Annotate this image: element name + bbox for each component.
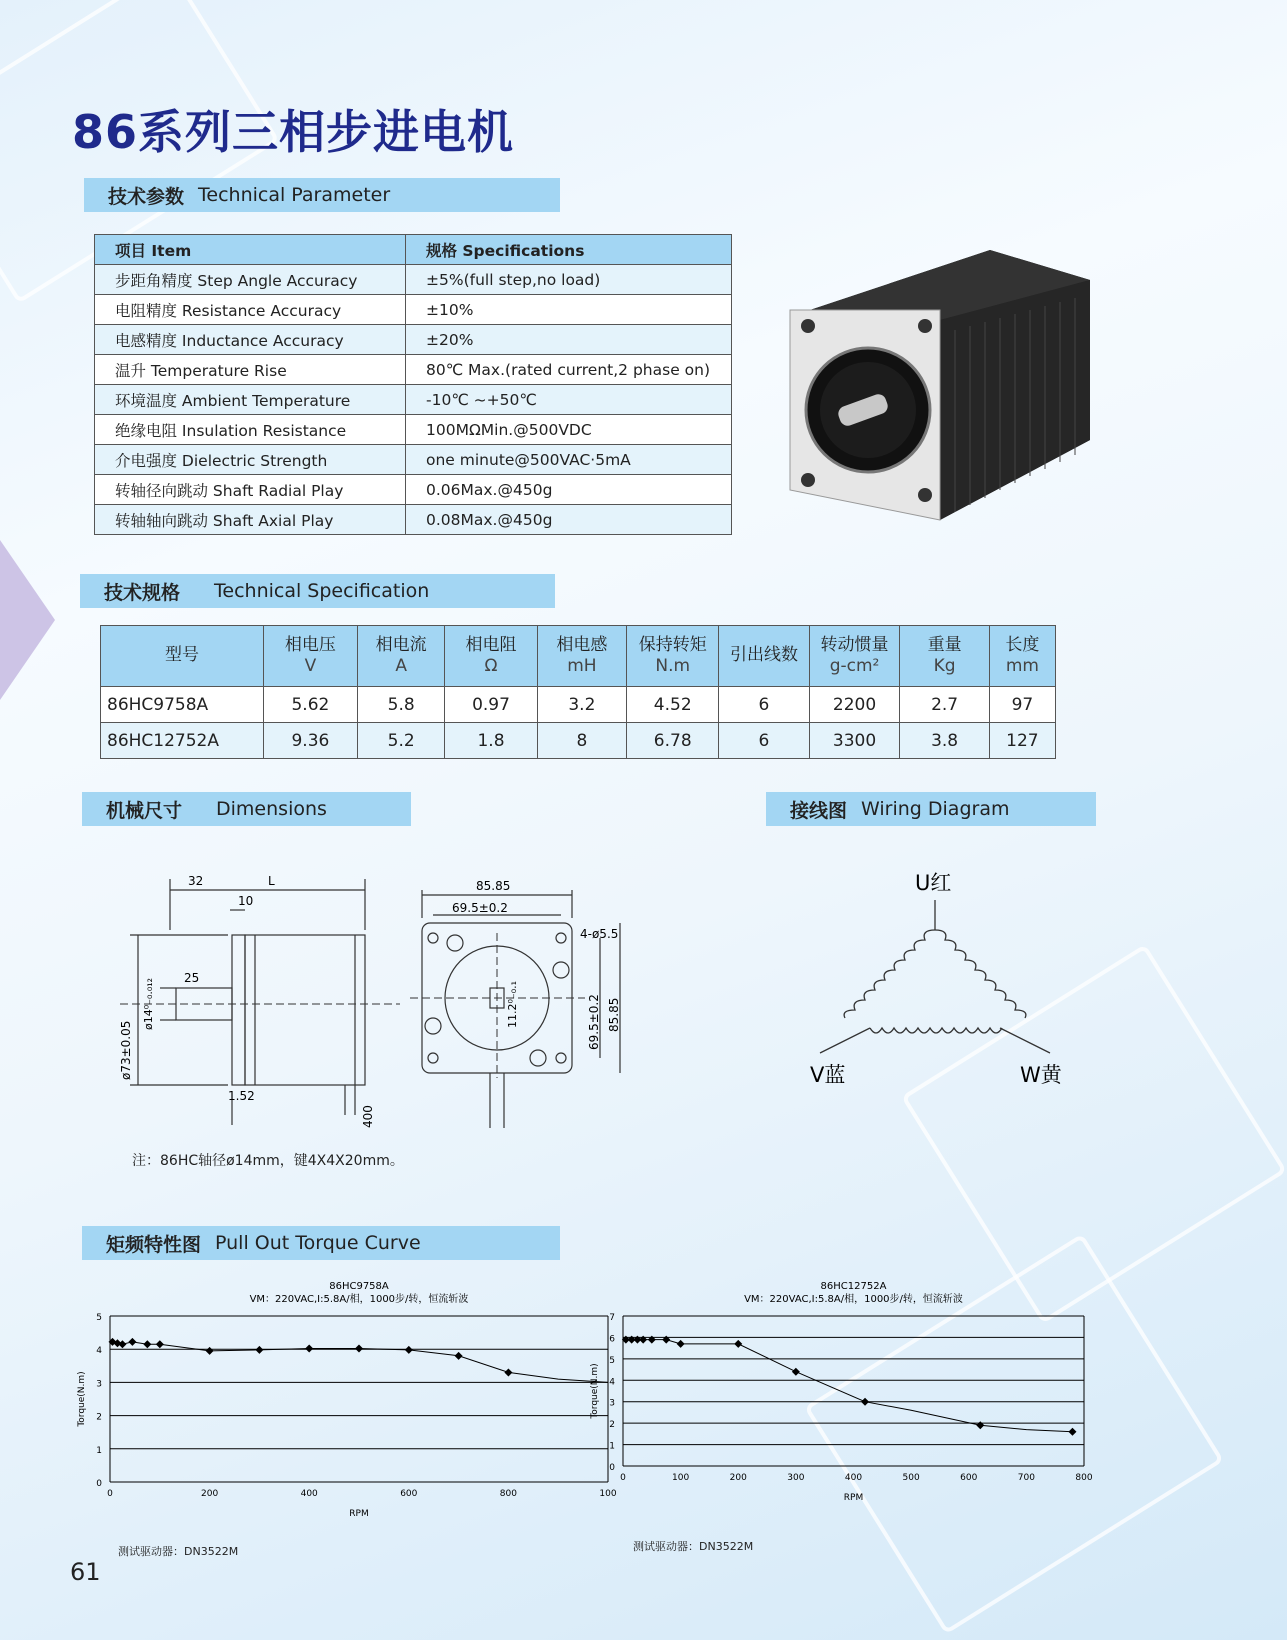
param-spec-cell: 0.08Max.@450g <box>406 505 732 535</box>
table-row <box>101 687 1056 723</box>
y-tick-label: 3 <box>609 1398 615 1409</box>
x-tick-label: 300 <box>787 1473 805 1483</box>
series-line <box>626 1340 1073 1432</box>
y-tick-label: 1 <box>96 1445 102 1456</box>
header-unit: mH <box>567 656 597 676</box>
data-point <box>255 1346 263 1354</box>
header-cn: 型号 <box>164 645 199 666</box>
page-title: 86系列三相步进电机 <box>72 105 515 159</box>
value-cell: 6.78 <box>627 723 719 759</box>
header-cell <box>900 626 989 687</box>
table-row <box>95 355 732 385</box>
section-en: Wiring Diagram <box>861 798 1010 820</box>
wire-v-label: V蓝 <box>810 1063 846 1087</box>
header-cn: 相电压 <box>284 634 336 655</box>
x-axis-label: RPM <box>349 1509 369 1519</box>
param-item-cell: 环境温度 Ambient Temperature <box>95 385 406 415</box>
param-table <box>94 234 732 535</box>
value-cell: 2200 <box>809 687 900 723</box>
value-cell: 127 <box>989 723 1055 759</box>
x-tick-label: 100 <box>599 1489 617 1499</box>
y-axis-label: Torque(N.m) <box>590 1363 600 1419</box>
data-point <box>976 1421 984 1429</box>
chart-subtitle: VM：220VAC,I:5.8A/相，1000步/转，恒流斩波 <box>249 1294 469 1305</box>
header-cell <box>101 626 264 687</box>
section-cn: 接线图 <box>790 799 848 822</box>
stepper-motor-image <box>780 240 1100 540</box>
section-torque <box>82 1226 560 1260</box>
table-header-row <box>101 626 1056 687</box>
y-tick-label: 2 <box>96 1412 102 1423</box>
section-en: Dimensions <box>216 798 327 820</box>
table-row <box>95 385 732 415</box>
header-unit: Kg <box>933 656 956 676</box>
header-cn: 转动惯量 <box>820 634 889 655</box>
section-tech-param <box>84 178 560 212</box>
purple-triangle <box>0 540 55 700</box>
spec-table <box>100 625 1056 759</box>
data-point <box>156 1340 164 1348</box>
header-cn: 相电感 <box>556 634 608 655</box>
dim-label: 85.85 <box>607 997 621 1032</box>
value-cell: 8 <box>537 723 627 759</box>
wiring-diagram <box>800 860 1090 1090</box>
section-tech-spec <box>80 574 555 608</box>
header-cell <box>989 626 1055 687</box>
value-cell: 5.2 <box>357 723 445 759</box>
dim-label: 11.2⁰₋₀.₁ <box>506 980 519 1028</box>
dim-label: ø73±0.05 <box>119 1020 133 1080</box>
dim-label: 85.85 <box>476 879 511 893</box>
param-spec-cell: ±5%(full step,no load) <box>406 265 732 295</box>
param-item-cell: 步距角精度 Step Angle Accuracy <box>95 265 406 295</box>
x-tick-label: 800 <box>1075 1473 1093 1483</box>
wire-u-label: U红 <box>915 871 952 895</box>
param-item-cell: 电感精度 Inductance Accuracy <box>95 325 406 355</box>
x-tick-label: 600 <box>960 1473 978 1483</box>
dim-label: ø14⁰₋₀.₀₁₂ <box>142 977 155 1030</box>
dim-label: 25 <box>184 971 200 985</box>
header-cell <box>263 626 357 687</box>
y-tick-label: 5 <box>609 1355 615 1366</box>
section-en: Technical Parameter <box>198 184 391 206</box>
param-item-cell: 温升 Temperature Rise <box>95 355 406 385</box>
y-tick-label: 0 <box>609 1463 615 1473</box>
section-dimensions <box>82 792 411 826</box>
model-cell: 86HC12752A <box>101 723 264 759</box>
table-row <box>95 325 732 355</box>
table-row <box>95 295 732 325</box>
x-tick-label: 100 <box>672 1473 690 1483</box>
header-cell <box>719 626 809 687</box>
param-spec-cell: 100MΩMin.@500VDC <box>406 415 732 445</box>
value-cell: 5.8 <box>357 687 445 723</box>
header-cell <box>445 626 537 687</box>
data-point <box>128 1338 136 1346</box>
dim-label: L <box>268 874 275 888</box>
data-point <box>143 1340 151 1348</box>
section-cn: 机械尺寸 <box>106 799 183 822</box>
param-spec-cell: ±20% <box>406 325 732 355</box>
table-row <box>95 415 732 445</box>
value-cell: 9.36 <box>263 723 357 759</box>
data-point <box>648 1336 656 1344</box>
x-tick-label: 400 <box>300 1489 318 1499</box>
driver-label-1: 测试驱动器：DN3522M <box>118 1545 239 1558</box>
dim-label: 32 <box>188 874 204 888</box>
chart-subtitle: VM：220VAC,I:5.8A/相，1000步/转，恒流斩波 <box>744 1294 963 1305</box>
data-point <box>355 1345 363 1353</box>
model-cell: 86HC9758A <box>101 687 264 723</box>
data-point <box>792 1368 800 1376</box>
param-spec-cell: ±10% <box>406 295 732 325</box>
table-row <box>95 505 732 535</box>
data-point <box>734 1340 742 1348</box>
header-unit: Ω <box>484 656 498 676</box>
data-point <box>305 1345 313 1353</box>
param-item-cell: 转轴轴向跳动 Shaft Axial Play <box>95 505 406 535</box>
header-cn: 相电流 <box>375 634 427 655</box>
driver-label-2: 测试驱动器：DN3522M <box>633 1540 754 1553</box>
value-cell: 3.8 <box>900 723 989 759</box>
table-row <box>95 475 732 505</box>
section-cn: 技术参数 <box>108 185 185 208</box>
dim-label: 69.5±0.2 <box>452 901 508 915</box>
dim-label: 1.52 <box>228 1089 255 1103</box>
y-tick-label: 4 <box>609 1377 615 1388</box>
data-point <box>455 1352 463 1360</box>
y-tick-label: 5 <box>96 1313 102 1323</box>
x-tick-label: 200 <box>729 1473 747 1483</box>
x-tick-label: 0 <box>107 1489 113 1499</box>
param-spec-cell: 0.06Max.@450g <box>406 475 732 505</box>
param-item-cell: 介电强度 Dielectric Strength <box>95 445 406 475</box>
param-spec-cell: -10℃ ~+50℃ <box>406 385 732 415</box>
header-cell <box>627 626 719 687</box>
header-cell <box>809 626 900 687</box>
header-cn: 引出线数 <box>729 645 798 666</box>
param-item-cell: 绝缘电阻 Insulation Resistance <box>95 415 406 445</box>
header-cell: 规格 Specifications <box>406 235 732 265</box>
value-cell: 3.2 <box>537 687 627 723</box>
dim-label: 400 <box>361 1105 375 1128</box>
y-tick-label: 4 <box>96 1346 102 1357</box>
y-tick-label: 0 <box>96 1479 102 1489</box>
data-point <box>405 1346 413 1354</box>
table-row <box>95 265 732 295</box>
value-cell: 0.97 <box>445 687 537 723</box>
header-cn: 保持转矩 <box>638 634 707 655</box>
chart-title: 86HC9758A <box>329 1281 389 1292</box>
header-cn: 长度 <box>1005 634 1040 655</box>
y-axis-label: Torque(N.m) <box>77 1371 87 1427</box>
y-tick-label: 7 <box>609 1313 615 1323</box>
value-cell: 1.8 <box>445 723 537 759</box>
value-cell: 6 <box>719 723 809 759</box>
value-cell: 4.52 <box>627 687 719 723</box>
x-tick-label: 0 <box>620 1473 626 1483</box>
section-en: Technical Specification <box>214 580 430 602</box>
param-item-cell: 电阻精度 Resistance Accuracy <box>95 295 406 325</box>
data-point <box>639 1336 647 1344</box>
section-cn: 矩频特性图 <box>106 1233 202 1256</box>
data-point <box>662 1336 670 1344</box>
x-tick-label: 200 <box>201 1489 219 1499</box>
dim-label: 4-ø5.5 <box>580 927 619 941</box>
data-point <box>861 1398 869 1406</box>
param-item-cell: 转轴径向跳动 Shaft Radial Play <box>95 475 406 505</box>
x-tick-label: 500 <box>902 1473 920 1483</box>
section-cn: 技术规格 <box>104 581 181 604</box>
param-spec-cell: 80℃ Max.(rated current,2 phase on) <box>406 355 732 385</box>
dimension-front-view <box>410 878 640 1140</box>
wire-w-label: W黄 <box>1020 1063 1062 1087</box>
data-point <box>504 1368 512 1376</box>
param-spec-cell: one minute@500VAC·5mA <box>406 445 732 475</box>
table-header-row <box>95 235 732 265</box>
x-tick-label: 400 <box>844 1473 863 1483</box>
header-cn: 重量 <box>927 634 962 655</box>
data-point <box>1068 1428 1076 1436</box>
data-point <box>206 1347 214 1355</box>
data-point <box>677 1340 685 1348</box>
dimension-side-view <box>110 870 410 1140</box>
x-tick-label: 700 <box>1017 1473 1035 1483</box>
header-unit: V <box>304 656 317 676</box>
section-wiring <box>766 792 1096 826</box>
page-number: 61 <box>70 1558 101 1586</box>
y-tick-label: 2 <box>609 1420 615 1431</box>
header-cn: 相电阻 <box>465 634 517 655</box>
dim-label: 10 <box>238 894 254 908</box>
dimension-note: 注：86HC轴径ø14mm，键4X4X20mm。 <box>132 1153 404 1169</box>
table-row <box>101 723 1056 759</box>
header-unit: mm <box>1005 656 1039 676</box>
table-row <box>95 445 732 475</box>
header-cell: 项目 Item <box>95 235 406 265</box>
header-unit: N.m <box>655 656 691 676</box>
x-axis-label: RPM <box>843 1493 864 1503</box>
torque-chart-86hc9758a <box>60 1275 617 1540</box>
x-tick-label: 800 <box>499 1489 517 1499</box>
header-cell <box>357 626 445 687</box>
value-cell: 3300 <box>809 723 900 759</box>
chart-title: 86HC12752A <box>820 1281 887 1292</box>
header-unit: A <box>395 656 407 676</box>
value-cell: 6 <box>719 687 809 723</box>
value-cell: 97 <box>989 687 1055 723</box>
header-cell <box>537 626 627 687</box>
y-tick-label: 3 <box>96 1379 102 1390</box>
value-cell: 5.62 <box>263 687 357 723</box>
header-unit: g-cm² <box>829 656 880 676</box>
torque-chart-86hc12752a <box>580 1275 1120 1530</box>
dim-label: 69.5±0.2 <box>587 994 601 1050</box>
value-cell: 2.7 <box>900 687 989 723</box>
section-en: Pull Out Torque Curve <box>215 1232 421 1254</box>
y-tick-label: 1 <box>609 1441 615 1452</box>
x-tick-label: 600 <box>400 1489 418 1499</box>
y-tick-label: 6 <box>609 1334 615 1345</box>
